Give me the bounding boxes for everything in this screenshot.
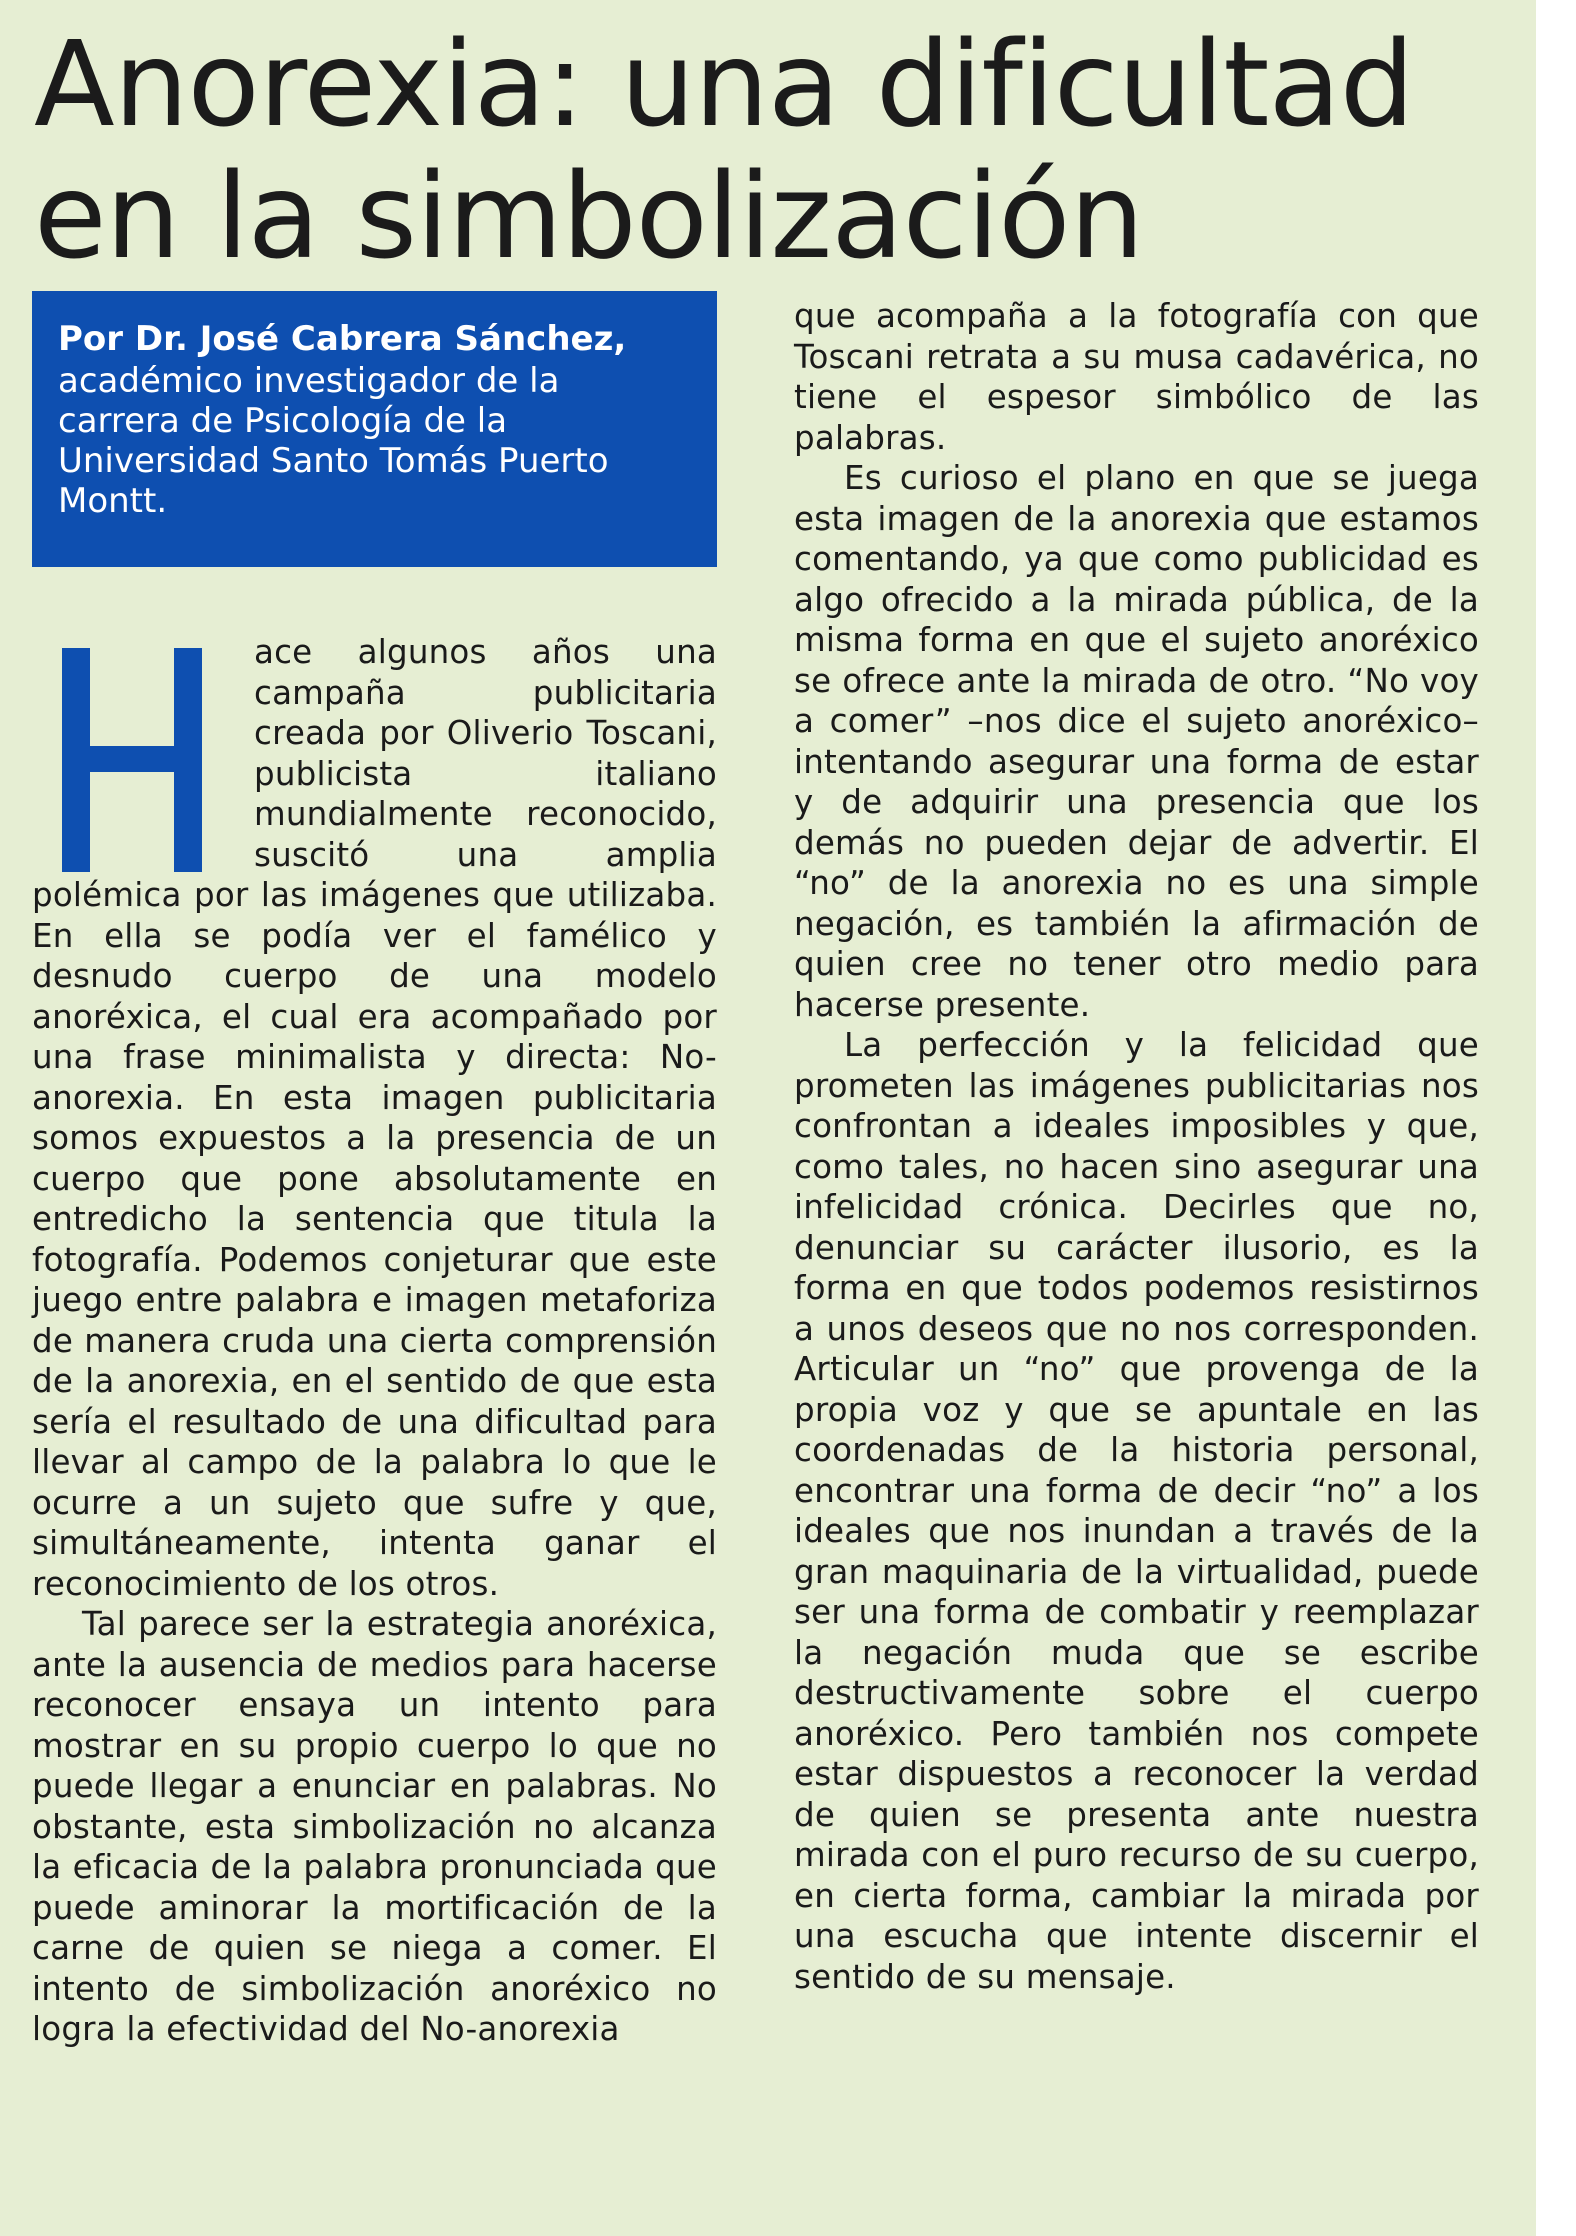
- article-title: Anorexia: una dificultad en la simbolización: [34, 15, 1414, 285]
- author-box: [32, 291, 717, 567]
- page-margin: [1536, 0, 1576, 2236]
- paragraph-2: Tal parece ser la estrategia anoréxica, ante la ausencia de medios para hacerse reconocer ensaya un intento para mostrar en su propio cuerpo lo que no puede llegar a enunciar en palabras. No obstante, esta simbolización no alcanza la eficacia de la palabra pronunciada que puede aminorar la mortificación de la carne de quien se niega a comer. El intento de simbolización anoréxico no logra la efectividad del No-anorexia: [32, 1605, 717, 2048]
- dropcap: [32, 632, 232, 872]
- paragraph-3: Es curioso el plano en que se juega esta imagen de la anorexia que estamos comentando, ya que como publicidad es algo ofrecido a la mirada pública, de la misma forma en que el sujeto anoréxico se ofrece ante la mirada de otro. “No voy a comer” –nos dice el sujeto anoréxico– intentando asegurar una forma de estar y de adquirir una presencia que los demás no pueden dejar de advertir. El “no” de la anorexia no es una simple negación, es también la afirmación de quien cree no tener otro medio para hacerse presente.: [794, 459, 1479, 1024]
- author-name: Por Dr. José Cabrera Sánchez,: [58, 319, 627, 359]
- author-description: académico investigador de la carrera de Psicología de la Universidad Santo Tomás Puerto Montt.: [58, 361, 609, 521]
- column-left: [32, 632, 717, 2050]
- paragraph-1-text: ace algunos años una campaña publicitaria creada por Oliverio Toscani, publicista italiano mundialmente reconocido, suscitó una amplia polémica por las imágenes que utilizaba. En ella se podía ver el famélico y desnudo cuerpo de una modelo anoréxica, el cual era acompañado por una frase minimalista y directa: No-anorexia. En esta imagen publicitaria somos expuestos a la presencia de un cuerpo que pone absolutamente en entredicho la sentencia que titula la fotografía. Podemos conjeturar que este juego entre palabra e imagen metaforiza de manera cruda una cierta comprensión de la anorexia, en el sentido de que esta sería el resultado de una dificultad para llevar al campo de la palabra lo que le ocurre a un sujeto que sufre y que, simultáneamente, intenta ganar el reconocimiento de los otros.: [32, 633, 717, 1603]
- paragraph-4: La perfección y la felicidad que prometen las imágenes publicitarias nos confrontan a ideales imposibles y que, como tales, no hacen sino asegurar una infelicidad crónica. Decirles que no, denunciar su carácter ilusorio, es la forma en que todos podemos resistirnos a unos deseos que no nos corresponden. Articular un “no” que provenga de la propia voz y que se apuntale en las coordenadas de la historia personal, encontrar una forma de decir “no” a los ideales que nos inundan a través de la gran maquinaria de la virtualidad, puede ser una forma de combatir y reemplazar la negación muda que se escribe destructivamente sobre el cuerpo anoréxico. Pero también nos compete estar dispuestos a reconocer la verdad de quien se presenta ante nuestra mirada con el puro recurso de su cuerpo, en cierta forma, cambiar la mirada por una escucha que intente discernir el sentido de su mensaje.: [794, 1026, 1479, 1996]
- dropcap-glyph: [32, 632, 232, 872]
- paragraph-1: [32, 632, 717, 1604]
- dropcap-letter: H: [32, 632, 33, 633]
- paragraph-2-continued: que acompaña a la fotografía con que Toscani retrata a su musa cadavérica, no tiene el espesor simbólico de las palabras.: [794, 297, 1479, 457]
- column-right: [794, 296, 1479, 1997]
